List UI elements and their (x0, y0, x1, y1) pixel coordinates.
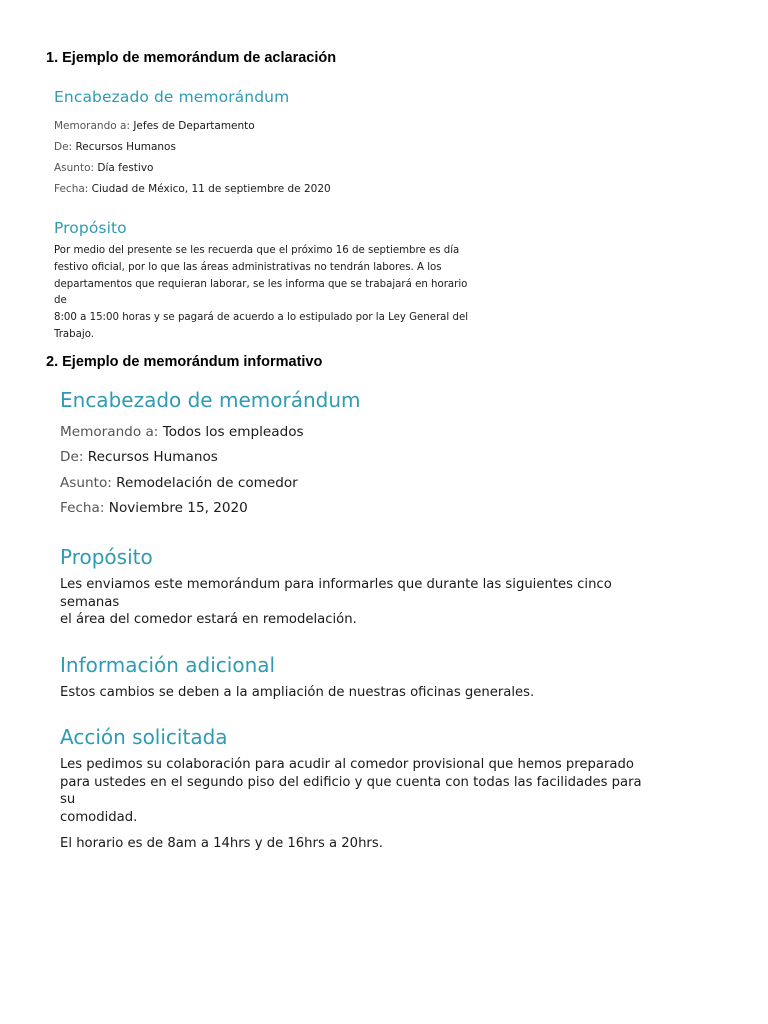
purpose-line: Les enviamos este memorándum para informarles que durante las siguientes cinco semanas (60, 577, 612, 610)
field-value: Jefes de Departamento (133, 120, 255, 132)
purpose-line: Por medio del presente se les recuerda que el próximo 16 de septiembre es día (54, 245, 460, 256)
field-value: Recursos Humanos (75, 141, 176, 153)
memo-purpose-title: Propósito (60, 545, 153, 570)
memo-purpose-title: Propósito (54, 219, 127, 237)
additional-line: Estos cambios se deben a la ampliación de nuestras oficinas generales. (60, 684, 535, 700)
memo-field-to (54, 116, 474, 137)
section-heading-informativo: 2. Ejemplo de memorándum informativo (46, 354, 323, 370)
action-line: comodidad. (60, 809, 138, 825)
field-value: Día festivo (97, 162, 154, 174)
field-value: Remodelación de comedor (116, 474, 298, 491)
purpose-line: departamentos que requieran laborar, se les informa que se trabajará en horario de (54, 278, 468, 307)
memo-additional-body (60, 684, 660, 702)
field-label: Memorando a: (60, 424, 159, 440)
action-note: El horario es de 8am a 14hrs y de 16hrs a 20hrs. (60, 836, 383, 852)
memo-field-subject (60, 471, 660, 496)
memo-field-subject (54, 158, 474, 179)
purpose-line: 8:00 a 15:00 horas y se pagará de acuerdo a lo estipulado por la Ley General del (54, 312, 469, 324)
field-label: De: (54, 141, 73, 153)
section-heading-aclaracion: 1. Ejemplo de memorándum de aclaración (46, 50, 337, 66)
field-value: Recursos Humanos (87, 449, 218, 466)
purpose-line: festivo oficial, por lo que las áreas administrativas no tendrán labores. A los (54, 261, 442, 273)
field-label: Asunto: (60, 474, 112, 491)
memo-aclaracion (54, 88, 474, 344)
memo-action-body (60, 756, 660, 853)
memo-field-from (60, 445, 660, 470)
field-label: Asunto: (54, 162, 95, 174)
memo-informativo (60, 388, 660, 853)
field-value: Todos los empleados (162, 424, 304, 440)
field-label: Fecha: (60, 499, 105, 516)
action-line: para ustedes en el segundo piso del edificio y que cuenta con todas las facilidades para su (60, 774, 642, 808)
memo-field-date (60, 496, 660, 521)
memo-purpose-body (54, 243, 474, 344)
field-label: De: (60, 449, 84, 466)
memo-action-title: Acción solicitada (60, 725, 228, 750)
memo-header-title: Encabezado de memorándum (54, 88, 290, 106)
field-value: Ciudad de México, 11 de septiembre de 2020 (91, 183, 331, 195)
memo-field-date (54, 179, 474, 200)
field-label: Memorando a: (54, 120, 130, 132)
memo-additional-title: Información adicional (60, 652, 276, 677)
memo-header-title: Encabezado de memorándum (60, 388, 361, 412)
memo-field-from (54, 137, 474, 158)
field-value: Noviembre 15, 2020 (108, 499, 248, 516)
purpose-line: Trabajo. (54, 328, 94, 340)
field-label: Fecha: (54, 183, 89, 195)
action-line: Les pedimos su colaboración para acudir al comedor provisional que hemos preparado (60, 757, 634, 773)
memo-field-to (60, 420, 660, 445)
memo-purpose-body (60, 576, 660, 629)
purpose-line: el área del comedor estará en remodelación. (60, 612, 357, 628)
